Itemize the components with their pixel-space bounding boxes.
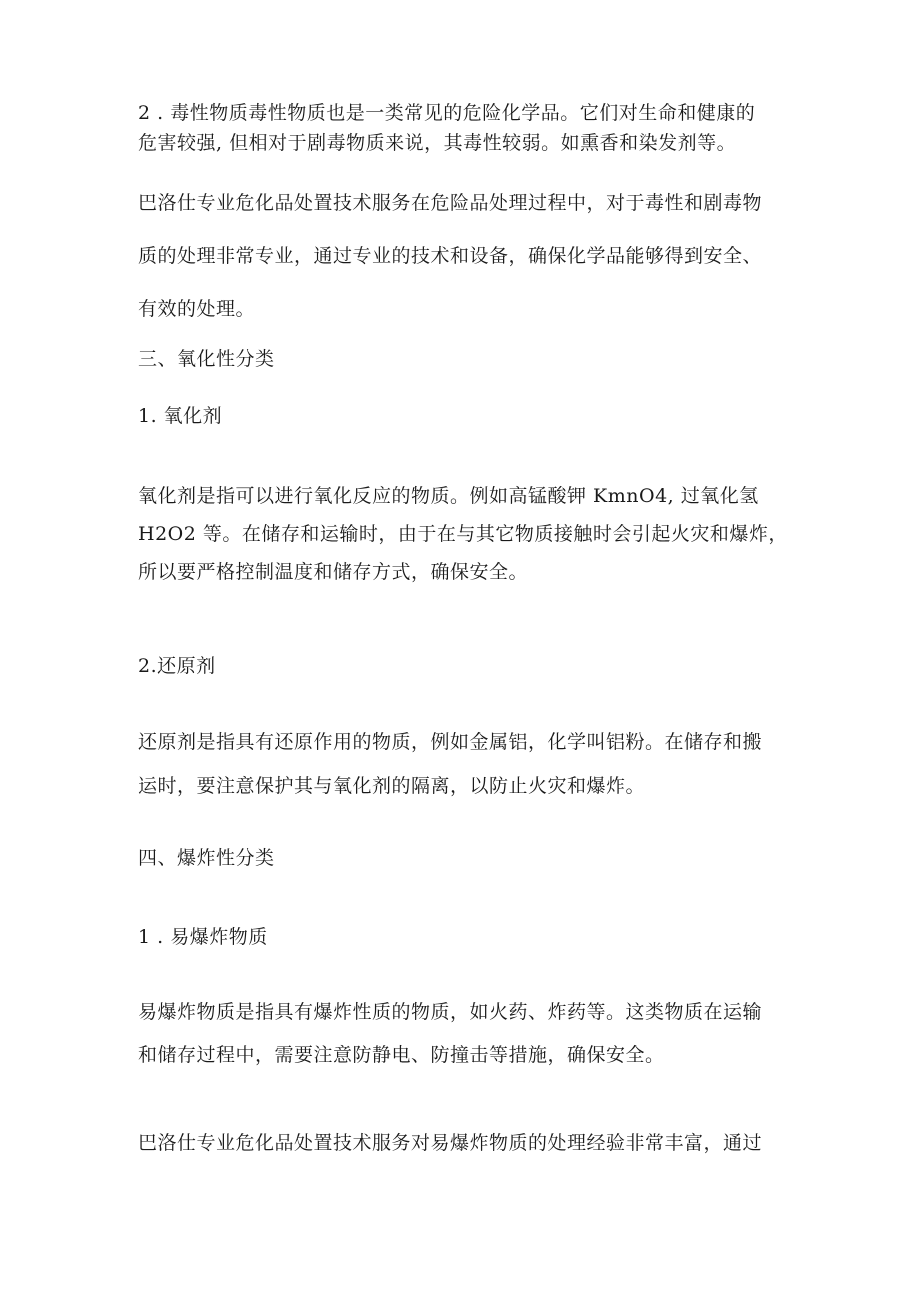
text-line: 易爆炸物质是指具有爆炸性质的物质，如火药、炸药等。这类物质在运输 [138,1001,763,1023]
text-line: 和储存过程中，需要注意防静电、防撞击等措施，确保安全。 [138,1044,665,1066]
paragraph-service-toxic [138,187,798,325]
text-line: 危害较强, 但相对于剧毒物质来说，其毒性较弱。如熏香和染发剂等。 [138,132,737,155]
section-heading-explosive [138,843,798,873]
text-line: 2.还原剂 [138,655,216,677]
text-line: H2O2 等。在储存和运输时，由于在与其它物质接触时会引起火灾和爆炸， [138,523,788,545]
paragraph-explosive-substances [138,996,798,1071]
text-line: 所以要严格控制温度和储存方式，确保安全。 [138,561,529,583]
text-line: 巴洛仕专业危化品处置技术服务对易爆炸物质的处理经验非常丰富，通过 [138,1132,763,1154]
subheading-oxidizer [138,401,798,431]
text-line: 1. 氧化剂 [138,405,223,427]
text-line: 氧化剂是指可以进行氧化反应的物质。例如高锰酸钾 KmnO4, 过氧化氢 [138,485,759,507]
text-line: 四、爆炸性分类 [138,847,275,869]
text-line: 运时，要注意保护其与氧化剂的隔离，以防止火灾和爆炸。 [138,775,646,797]
subheading-reducer [138,651,798,681]
paragraph-oxidizer [138,477,798,591]
text-line: 三、氧化性分类 [138,348,275,370]
paragraph-toxic-substances [138,98,798,159]
text-line: 1 . 易爆炸物质 [138,926,268,948]
text-line: 2 . 毒性物质毒性物质也是一类常见的危险化学品。它们对生命和健康的 [138,102,756,124]
subheading-explosive-substances [138,922,798,952]
paragraph-service-explosive [138,1128,798,1158]
text-line: 还原剂是指具有还原作用的物质，例如金属铝，化学叫铝粉。在储存和搬 [138,731,763,753]
text-line: 质的处理非常专业，通过专业的技术和设备，确保化学品能够得到安全、 [138,245,763,267]
text-line: 有效的处理。 [138,298,256,320]
text-line: 巴洛仕专业危化品处置技术服务在危险品处理过程中，对于毒性和剧毒物 [138,192,763,214]
paragraph-reducer [138,726,798,802]
section-heading-oxidizing [138,344,798,374]
